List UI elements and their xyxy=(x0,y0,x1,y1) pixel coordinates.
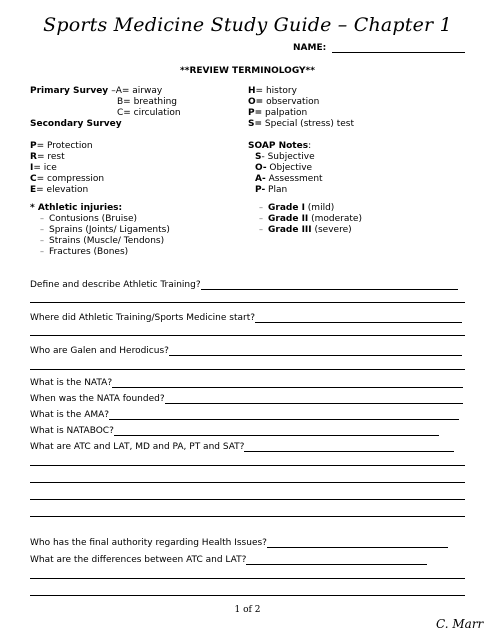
name-line xyxy=(293,43,465,53)
page-number: 1 of 2 xyxy=(234,605,261,615)
question-row xyxy=(30,538,448,548)
answer-line[interactable] xyxy=(30,499,465,500)
hops-special-test: S= Special (stress) test xyxy=(248,119,354,129)
question-text: What is the AMA? xyxy=(30,410,110,420)
injury-contusions: – Contusions (Bruise) xyxy=(40,214,138,224)
answer-line[interactable] xyxy=(267,547,448,548)
soap-assessment: A- Assessment xyxy=(255,174,323,184)
question-text: What are ATC and LAT, MD and PA, PT and SAT? xyxy=(30,442,245,452)
question-text: What are the differences between ATC and LAT? xyxy=(30,555,247,565)
answer-line[interactable] xyxy=(30,482,465,483)
primary-breathing: B= breathing xyxy=(117,97,177,107)
primary-survey-line xyxy=(30,86,162,96)
price-elevation: E= elevation xyxy=(30,185,89,195)
question-row xyxy=(30,394,463,404)
answer-line[interactable] xyxy=(169,355,462,356)
price-compression: C= compression xyxy=(30,174,105,184)
grade-3: – Grade III (severe) xyxy=(259,225,352,235)
question-text: Define and describe Athletic Training? xyxy=(30,280,201,290)
answer-line[interactable] xyxy=(30,578,465,579)
answer-line[interactable] xyxy=(109,419,459,420)
question-text: What is NATABOC? xyxy=(30,426,114,436)
injury-strains: – Strains (Muscle/ Tendons) xyxy=(40,236,165,246)
name-label: NAME: xyxy=(293,43,327,53)
question-row xyxy=(30,313,462,323)
price-rest: R= rest xyxy=(30,152,65,162)
name-field[interactable] xyxy=(332,52,465,53)
grade-1: – Grade I (mild) xyxy=(259,203,335,213)
injury-fractures: – Fractures (Bones) xyxy=(40,247,129,257)
answer-line[interactable] xyxy=(255,322,462,323)
soap-subjective: S- Subjective xyxy=(255,152,315,162)
question-row xyxy=(30,555,427,565)
answer-line[interactable] xyxy=(30,369,465,370)
injury-sprains: – Sprains (Joints/ Ligaments) xyxy=(40,225,170,235)
soap-objective: O- Objective xyxy=(255,163,313,173)
price-protection: P= Protection xyxy=(30,141,93,151)
question-row xyxy=(30,410,459,420)
hops-palpation: P= palpation xyxy=(248,108,308,118)
answer-line[interactable] xyxy=(30,335,465,336)
question-row xyxy=(30,346,462,356)
question-row xyxy=(30,280,458,290)
question-text: Who are Galen and Herodicus? xyxy=(30,346,169,356)
answer-line[interactable] xyxy=(165,403,463,404)
answer-line[interactable] xyxy=(112,387,463,388)
question-text: Where did Athletic Training/Sports Medicine start? xyxy=(30,313,255,323)
question-text: What is the NATA? xyxy=(30,378,113,388)
hops-history: H= history xyxy=(248,86,297,96)
hops-observation: O= observation xyxy=(248,97,320,107)
primary-circulation: C= circulation xyxy=(117,108,181,118)
price-ice: I= ice xyxy=(30,163,57,173)
soap-notes-label: SOAP Notes: xyxy=(248,141,312,151)
author-signature: C. Marr xyxy=(436,617,484,631)
answer-line[interactable] xyxy=(244,451,454,452)
secondary-survey-label: Secondary Survey xyxy=(30,119,122,129)
answer-line[interactable] xyxy=(30,302,465,303)
answer-line[interactable] xyxy=(246,564,427,565)
grade-2: – Grade II (moderate) xyxy=(259,214,362,224)
primary-survey-label: Primary Survey xyxy=(30,86,109,96)
question-row xyxy=(30,426,439,436)
answer-line[interactable] xyxy=(30,595,465,596)
primary-airway: –A= airway xyxy=(111,86,163,96)
question-row xyxy=(30,378,463,388)
answer-line[interactable] xyxy=(30,516,465,517)
soap-plan: P- Plan xyxy=(255,185,288,195)
page-title: Sports Medicine Study Guide – Chapter 1 xyxy=(43,14,452,36)
question-text: Who has the final authority regarding Health Issues? xyxy=(30,538,267,548)
answer-line[interactable] xyxy=(30,465,465,466)
question-text: When was the NATA founded? xyxy=(30,394,165,404)
answer-line[interactable] xyxy=(114,435,439,436)
athletic-injuries-label: * Athletic injuries: xyxy=(30,203,123,213)
question-row xyxy=(30,442,454,452)
answer-line[interactable] xyxy=(201,289,458,290)
section-title: **REVIEW TERMINOLOGY** xyxy=(180,66,315,76)
